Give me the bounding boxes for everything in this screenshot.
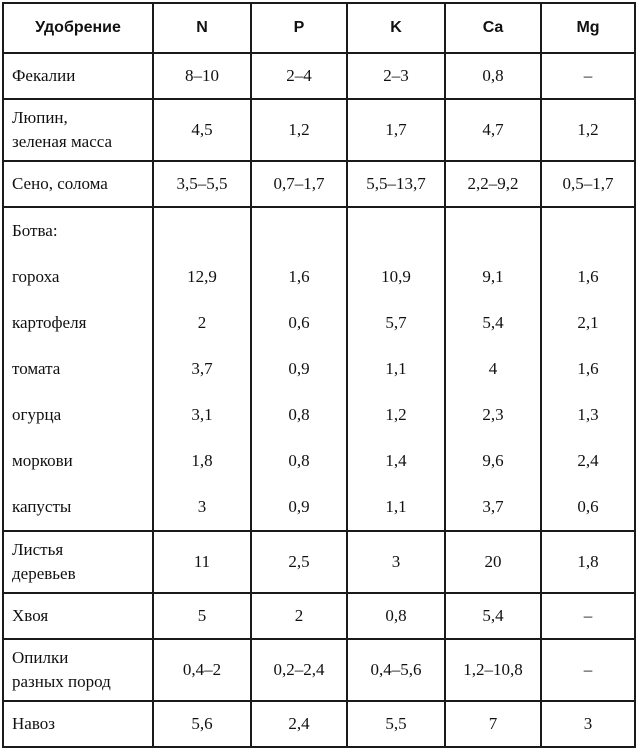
table-cell: 2,4 bbox=[251, 701, 347, 747]
table-cell bbox=[541, 207, 635, 254]
table-cell: 11 bbox=[153, 531, 251, 593]
table-cell: 2,1 bbox=[541, 300, 635, 346]
table-cell: 3 bbox=[541, 701, 635, 747]
row-label: огурца bbox=[3, 392, 153, 438]
table-cell: 12,9 bbox=[153, 254, 251, 300]
table-cell: 1,1 bbox=[347, 346, 445, 392]
table-cell: 5,4 bbox=[445, 300, 541, 346]
header-cell-ca: Ca bbox=[445, 3, 541, 53]
table-row bbox=[3, 701, 635, 747]
table-row bbox=[3, 392, 635, 438]
table-cell: 5,4 bbox=[445, 593, 541, 639]
table-cell: 0,9 bbox=[251, 484, 347, 531]
table-cell: 2–3 bbox=[347, 53, 445, 99]
row-label: Хвоя bbox=[3, 593, 153, 639]
header-cell-k: K bbox=[347, 3, 445, 53]
row-label: Сено, солома bbox=[3, 161, 153, 207]
table-row bbox=[3, 207, 635, 254]
table-cell: 0,6 bbox=[541, 484, 635, 531]
table-cell: 5,6 bbox=[153, 701, 251, 747]
table-cell: 5,5 bbox=[347, 701, 445, 747]
row-label: томата bbox=[3, 346, 153, 392]
table-cell: 1,6 bbox=[541, 346, 635, 392]
table-cell: 2,5 bbox=[251, 531, 347, 593]
table-cell: 5 bbox=[153, 593, 251, 639]
table-cell: 3,1 bbox=[153, 392, 251, 438]
table-row bbox=[3, 300, 635, 346]
table-row bbox=[3, 161, 635, 207]
table-cell: 0,5–1,7 bbox=[541, 161, 635, 207]
table-cell: 1,8 bbox=[541, 531, 635, 593]
row-label: картофеля bbox=[3, 300, 153, 346]
table-cell: 2 bbox=[251, 593, 347, 639]
table-cell: 2–4 bbox=[251, 53, 347, 99]
table-cell: 1,2–10,8 bbox=[445, 639, 541, 701]
table-cell: – bbox=[541, 593, 635, 639]
table-cell: 3,7 bbox=[153, 346, 251, 392]
table-cell: 1,3 bbox=[541, 392, 635, 438]
table-cell: 0,9 bbox=[251, 346, 347, 392]
row-label: Опилки разных пород bbox=[3, 639, 153, 701]
header-cell-fertilizer: Удобрение bbox=[3, 3, 153, 53]
table-cell: 1,4 bbox=[347, 438, 445, 484]
table-cell: 3,7 bbox=[445, 484, 541, 531]
table-cell: 9,6 bbox=[445, 438, 541, 484]
table-cell: 0,4–5,6 bbox=[347, 639, 445, 701]
table-cell: 1,2 bbox=[541, 99, 635, 161]
header-row bbox=[3, 3, 635, 53]
table-cell bbox=[251, 207, 347, 254]
table-cell: 1,1 bbox=[347, 484, 445, 531]
table-cell bbox=[153, 207, 251, 254]
table-cell: – bbox=[541, 53, 635, 99]
fertilizer-table bbox=[2, 2, 636, 748]
row-label: Люпин, зеленая масса bbox=[3, 99, 153, 161]
table-row bbox=[3, 639, 635, 701]
table-cell: – bbox=[541, 639, 635, 701]
table-row bbox=[3, 254, 635, 300]
header-cell-mg: Mg bbox=[541, 3, 635, 53]
table-cell: 3,5–5,5 bbox=[153, 161, 251, 207]
header-cell-p: P bbox=[251, 3, 347, 53]
table-cell: 1,6 bbox=[251, 254, 347, 300]
table-row bbox=[3, 99, 635, 161]
table-row bbox=[3, 593, 635, 639]
table-cell: 4 bbox=[445, 346, 541, 392]
table-cell: 0,8 bbox=[251, 438, 347, 484]
table-cell: 4,7 bbox=[445, 99, 541, 161]
table-row bbox=[3, 346, 635, 392]
table-cell: 9,1 bbox=[445, 254, 541, 300]
table-cell: 10,9 bbox=[347, 254, 445, 300]
table-cell: 3 bbox=[153, 484, 251, 531]
table-cell: 20 bbox=[445, 531, 541, 593]
row-label: Листья деревьев bbox=[3, 531, 153, 593]
table-cell: 0,7–1,7 bbox=[251, 161, 347, 207]
table-cell: 1,2 bbox=[251, 99, 347, 161]
table-cell: 0,8 bbox=[347, 593, 445, 639]
table-cell: 7 bbox=[445, 701, 541, 747]
header-cell-n: N bbox=[153, 3, 251, 53]
table-cell: 1,2 bbox=[347, 392, 445, 438]
table-cell: 1,7 bbox=[347, 99, 445, 161]
table-cell: 0,2–2,4 bbox=[251, 639, 347, 701]
table-cell: 4,5 bbox=[153, 99, 251, 161]
table-cell: 2,4 bbox=[541, 438, 635, 484]
table-cell: 3 bbox=[347, 531, 445, 593]
table-row bbox=[3, 53, 635, 99]
table-cell bbox=[347, 207, 445, 254]
table-cell: 2,2–9,2 bbox=[445, 161, 541, 207]
table-cell: 1,6 bbox=[541, 254, 635, 300]
table-cell: 8–10 bbox=[153, 53, 251, 99]
table-cell: 0,4–2 bbox=[153, 639, 251, 701]
table-row bbox=[3, 531, 635, 593]
table-cell: 5,5–13,7 bbox=[347, 161, 445, 207]
row-label: капусты bbox=[3, 484, 153, 531]
row-label: моркови bbox=[3, 438, 153, 484]
table-cell: 0,8 bbox=[445, 53, 541, 99]
table-cell: 2 bbox=[153, 300, 251, 346]
row-label: Ботва: bbox=[3, 207, 153, 254]
row-label: гороха bbox=[3, 254, 153, 300]
table-cell: 2,3 bbox=[445, 392, 541, 438]
table-row bbox=[3, 438, 635, 484]
row-label: Навоз bbox=[3, 701, 153, 747]
table-cell bbox=[445, 207, 541, 254]
table-cell: 5,7 bbox=[347, 300, 445, 346]
row-label: Фекалии bbox=[3, 53, 153, 99]
table-cell: 1,8 bbox=[153, 438, 251, 484]
table-cell: 0,8 bbox=[251, 392, 347, 438]
table-cell: 0,6 bbox=[251, 300, 347, 346]
table-row bbox=[3, 484, 635, 531]
